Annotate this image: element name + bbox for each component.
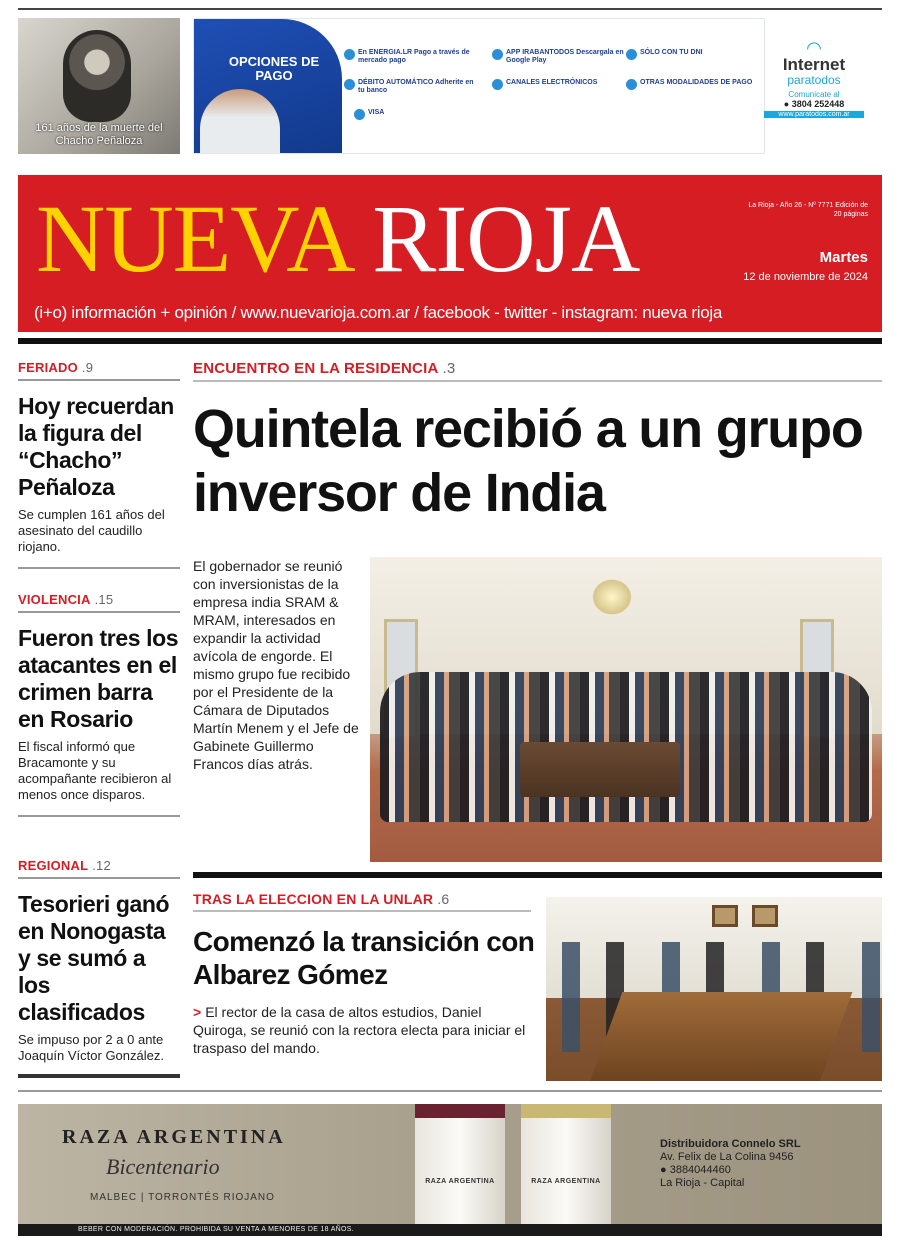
payment-ad-title: OPCIONES DE PAGO: [228, 54, 320, 83]
logo-rioja: RIOJA: [372, 185, 640, 292]
distributor-phone-row: [660, 1164, 860, 1177]
kicker-label: FERIADO: [18, 360, 78, 375]
wifi-icon: ◠: [806, 38, 822, 58]
section-rule: [18, 1074, 180, 1078]
wine-bottle-malbec: [415, 1104, 505, 1226]
sidebar-headline[interactable]: Tesorieri ganó en Nonogasta y se sumó a los clasificados: [18, 891, 170, 1025]
second-body: [193, 1003, 538, 1057]
section-rule: [18, 815, 180, 817]
masthead-rule: [18, 338, 882, 344]
wine-ad-varietals: MALBEC | TORRONTÉS RIOJANO: [90, 1192, 275, 1203]
sidebar-story-3[interactable]: [18, 858, 180, 1078]
internet-ad-brand: Internet: [782, 55, 846, 74]
internet-ad-contact: Comunicate al: [788, 90, 840, 99]
wine-ad-distributor: [660, 1138, 860, 1190]
mid-rule: [193, 872, 882, 878]
internet-ad-phone: [764, 99, 864, 109]
whatsapp-icon: ●: [660, 1164, 670, 1176]
distributor-city: La Rioja - Capital: [660, 1177, 745, 1189]
distributor-name: Distribuidora Connelo SRL: [660, 1138, 801, 1150]
payment-options-ad[interactable]: [193, 18, 765, 154]
chacho-promo-caption: 161 años de la muerte del Chacho Peñaloza: [35, 122, 163, 147]
kicker-rule: [18, 379, 180, 381]
payment-option: OTRAS MODALIDADES DE PAGO: [626, 79, 761, 87]
lead-body: El gobernador se reunió con inversionistas de la empresa india SRAM & MRAM, interesados en expandir la actividad avícola de engorde. El mismo grupo fue recibido por el Presidente de la Cámara de Diputados Martín Menem y el Jefe de Gabinete Guillermo Francos días atrás.: [193, 558, 359, 772]
payment-cards: VISA: [354, 109, 489, 117]
second-headline[interactable]: Comenzó la transición con Albarez Gómez: [193, 926, 535, 990]
kicker-label: VIOLENCIA: [18, 592, 91, 607]
wine-ad-brand: RAZA ARGENTINA: [62, 1126, 286, 1148]
lead-kicker-rule: [193, 380, 882, 382]
photo-meeting-table: [590, 992, 853, 1081]
sidebar-summary: El fiscal informó que Bracamonte y su acompañante recibieron al menos once disparos.: [18, 739, 172, 802]
bottle-label: RAZA ARGENTINA: [531, 1178, 601, 1185]
bottle-label: RAZA ARGENTINA: [425, 1178, 495, 1185]
arrow-icon: >: [193, 1004, 202, 1020]
edition-date: 12 de noviembre de 2024: [743, 271, 868, 283]
photo-picture-frame: [712, 905, 738, 927]
wine-ad-legal: BEBER CON MODERACIÓN. PROHIBIDA SU VENTA A MENORES DE 18 AÑOS.: [18, 1224, 882, 1236]
raza-argentina-wine-ad[interactable]: [18, 1104, 882, 1236]
edition-day: Martes: [819, 249, 868, 266]
kicker-label: REGIONAL: [18, 858, 89, 873]
second-photo[interactable]: [546, 897, 882, 1081]
distributor-address: Av. Felix de La Colina 9456: [660, 1151, 794, 1163]
chandelier: [590, 577, 634, 617]
masthead: [18, 175, 882, 332]
sidebar-story-2[interactable]: [18, 592, 180, 817]
sidebar-headline[interactable]: Fueron tres los atacantes en el crimen barra en Rosario: [18, 625, 179, 732]
sidebar-summary: Se impuso por 2 a 0 ante Joaquín Víctor González.: [18, 1032, 164, 1063]
wine-bottle-torrontes: [521, 1104, 611, 1226]
page-ref: .15: [94, 592, 114, 607]
photo-table: [520, 742, 680, 797]
top-rule: [18, 8, 882, 10]
internet-para-todos-ad[interactable]: [764, 40, 864, 140]
masthead-tagline: (i+o) información + opinión / www.nuevarioja.com.ar / facebook - twitter - instagram: nueva rioja: [34, 303, 723, 322]
sidebar-headline[interactable]: Hoy recuerdan la figura del “Chacho” Peñaloza: [18, 393, 174, 500]
payment-option: En ENERGIA.LR Pago a través de mercado pago: [344, 49, 479, 65]
internet-ad-web[interactable]: www.paratodos.com.ar: [764, 111, 864, 118]
second-body-text: El rector de la casa de altos estudios, Daniel Quiroga, se reunió con la rectora electa para iniciar el traspaso del mando.: [193, 1004, 526, 1056]
bottom-rule: [18, 1090, 882, 1092]
section-rule: [18, 567, 180, 569]
sidebar-story-1[interactable]: [18, 360, 180, 569]
kicker-rule: [18, 877, 180, 879]
kicker-label: TRAS LA ELECCION EN LA UNLAR: [193, 891, 434, 907]
internet-ad-sub: paratodos: [787, 73, 841, 87]
kicker-label: ENCUENTRO EN LA RESIDENCIA: [193, 360, 439, 377]
chacho-portrait: [63, 30, 131, 122]
wine-ad-script: Bicentenario: [106, 1154, 220, 1179]
logo-nueva: NUEVA: [36, 185, 350, 292]
page-ref: .6: [437, 891, 450, 907]
sidebar-kicker: [18, 858, 180, 873]
page-ref: .9: [81, 360, 94, 375]
lead-photo[interactable]: [370, 557, 882, 862]
sidebar-kicker: [18, 360, 180, 375]
page-ref: .12: [92, 858, 111, 873]
sidebar-kicker: [18, 592, 180, 607]
distributor-phone: 3884044460: [669, 1164, 731, 1176]
photo-picture-frame: [752, 905, 778, 927]
payment-option: DÉBITO AUTOMÁTICO Adherite en tu banco: [344, 79, 479, 95]
lead-kicker: [193, 360, 455, 377]
second-kicker: [193, 891, 449, 907]
newspaper-logo[interactable]: [36, 185, 640, 292]
kicker-rule: [18, 611, 180, 613]
payment-option: CANALES ELECTRÓNICOS: [492, 79, 627, 87]
edition-meta: La Rioja - Año 26 - Nº 7771 Edición de 20 páginas: [748, 202, 868, 218]
payment-option: SÓLO CON TU DNI: [626, 49, 761, 57]
internet-ad-phone-number: 3804 252448: [791, 99, 845, 109]
chacho-anniversary-promo[interactable]: [18, 18, 180, 154]
payment-option: APP IRABANTODOS Descargala en Google Play: [492, 49, 627, 65]
payment-options-grid: [344, 49, 759, 145]
whatsapp-icon: ●: [783, 99, 792, 109]
second-kicker-rule: [193, 910, 531, 912]
lead-headline[interactable]: Quintela recibió a un grupo inversor de India: [193, 399, 863, 523]
sidebar-summary: Se cumplen 161 años del asesinato del caudillo riojano.: [18, 507, 165, 554]
page-ref: .3: [442, 360, 456, 377]
